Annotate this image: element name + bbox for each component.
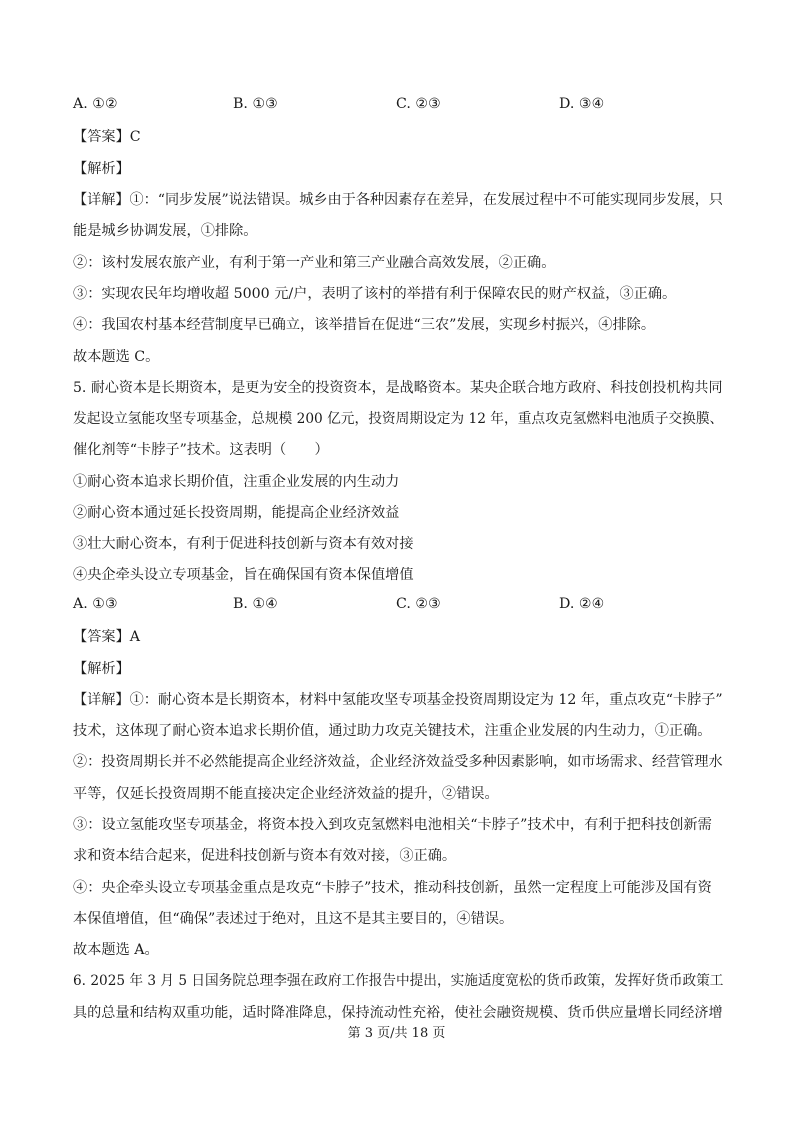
q5-stem-line: 5. 耐心资本是长期资本，是更为安全的投资资本，是战略资本。某央企联合地方政府、科技创投机构共同	[73, 380, 723, 396]
q5-detail-line: 【详解】①：耐心资本是长期资本，材料中氢能攻坚专项基金投资周期设定为 12 年，重点攻克“卡脖子”	[73, 692, 723, 708]
q4-answer: 【答案】C	[73, 129, 141, 145]
q5-detail-line: 平等，仅延长投资周期不能直接决定企业经济效益的提升，②错误。	[73, 786, 499, 802]
q4-option-d: D. ③④	[559, 96, 605, 112]
q5-statement: ④央企牵头设立专项基金，旨在确保国有资本保值增值	[73, 567, 414, 583]
q5-detail-line: 故本题选 A。	[73, 942, 159, 958]
q6-stem-line: 具的总量和结构双重功能，适时降准降息，保持流动性充裕，使社会融资规模、货币供应量增长同经济增	[73, 1005, 723, 1021]
q4-option-c: C. ②③	[396, 96, 441, 112]
q5-option-a: A. ①③	[73, 596, 118, 612]
q5-detail-line: 求和资本结合起来，促进科技创新与资本有效对接，③正确。	[73, 848, 457, 864]
q4-options	[73, 96, 723, 116]
q4-detail-line: ③：实现农民年均增收超 5000 元/户，表明了该村的举措有利于保障农民的财产权益，③正确。	[73, 286, 677, 302]
q4-option-b: B. ①③	[233, 96, 278, 112]
q5-detail-line: ③：设立氢能攻坚专项基金，将资本投入到攻克氢燃料电池相关“卡脖子”技术中，有利于把科技创新需	[73, 817, 712, 833]
q5-statement: ③壮大耐心资本，有利于促进科技创新与资本有效对接	[73, 536, 414, 552]
q5-detail-line: ②：投资周期长并不必然能提高企业经济效益，企业经济效益受多种因素影响，如市场需求、经营管理水	[73, 754, 723, 770]
q4-detail-line: ②：该村发展农旅产业，有利于第一产业和第三产业融合高效发展，②正确。	[73, 255, 556, 271]
q5-statement: ②耐心资本通过延长投资周期，能提高企业经济效益	[73, 505, 400, 521]
q5-statement: ①耐心资本追求长期价值，注重企业发展的内生动力	[73, 474, 400, 490]
q4-analysis-label: 【解析】	[73, 161, 130, 177]
page-footer: 第 3 页/共 18 页	[347, 1026, 446, 1041]
q5-analysis-label: 【解析】	[73, 661, 130, 677]
q5-option-c: C. ②③	[396, 596, 441, 612]
q5-stem-line: 催化剂等“卡脖子”技术。这表明（ ）	[73, 442, 329, 458]
q5-detail-line: 技术，这体现了耐心资本追求长期价值，通过助力攻克关键技术，注重企业发展的内生动力，①正确。	[73, 723, 712, 739]
q6-stem-line: 6. 2025 年 3 月 5 日国务院总理李强在政府工作报告中提出，实施适度宽松的货币政策，发挥好货币政策工	[73, 973, 724, 989]
q5-options	[73, 596, 723, 616]
q4-detail-line: 能是城乡协调发展，①排除。	[73, 223, 258, 239]
q5-detail-line: 本保值增值，但“确保”表述过于绝对，且这不是其主要目的，④错误。	[73, 911, 514, 927]
q4-detail-line: ④：我国农村基本经营制度早已确立，该举措旨在促进“三农”发展，实现乡村振兴，④排除。	[73, 317, 656, 333]
q4-detail-line: 故本题选 C。	[73, 349, 160, 365]
q5-detail-line: ④：央企牵头设立专项基金重点是攻克“卡脖子”技术，推动科技创新，虽然一定程度上可能涉及国有资	[73, 880, 712, 896]
q4-detail-line: 【详解】①：“同步发展”说法错误。城乡由于各种因素存在差异，在发展过程中不可能实现同步发展，只	[73, 192, 723, 208]
q4-option-a: A. ①②	[73, 96, 118, 112]
q5-answer: 【答案】A	[73, 629, 140, 645]
q5-option-b: B. ①④	[233, 596, 278, 612]
q5-stem-line: 发起设立氢能攻坚专项基金，总规模 200 亿元，投资周期设定为 12 年，重点攻克氢燃料电池质子交换膜、	[73, 411, 724, 427]
q5-option-d: D. ②④	[559, 596, 605, 612]
